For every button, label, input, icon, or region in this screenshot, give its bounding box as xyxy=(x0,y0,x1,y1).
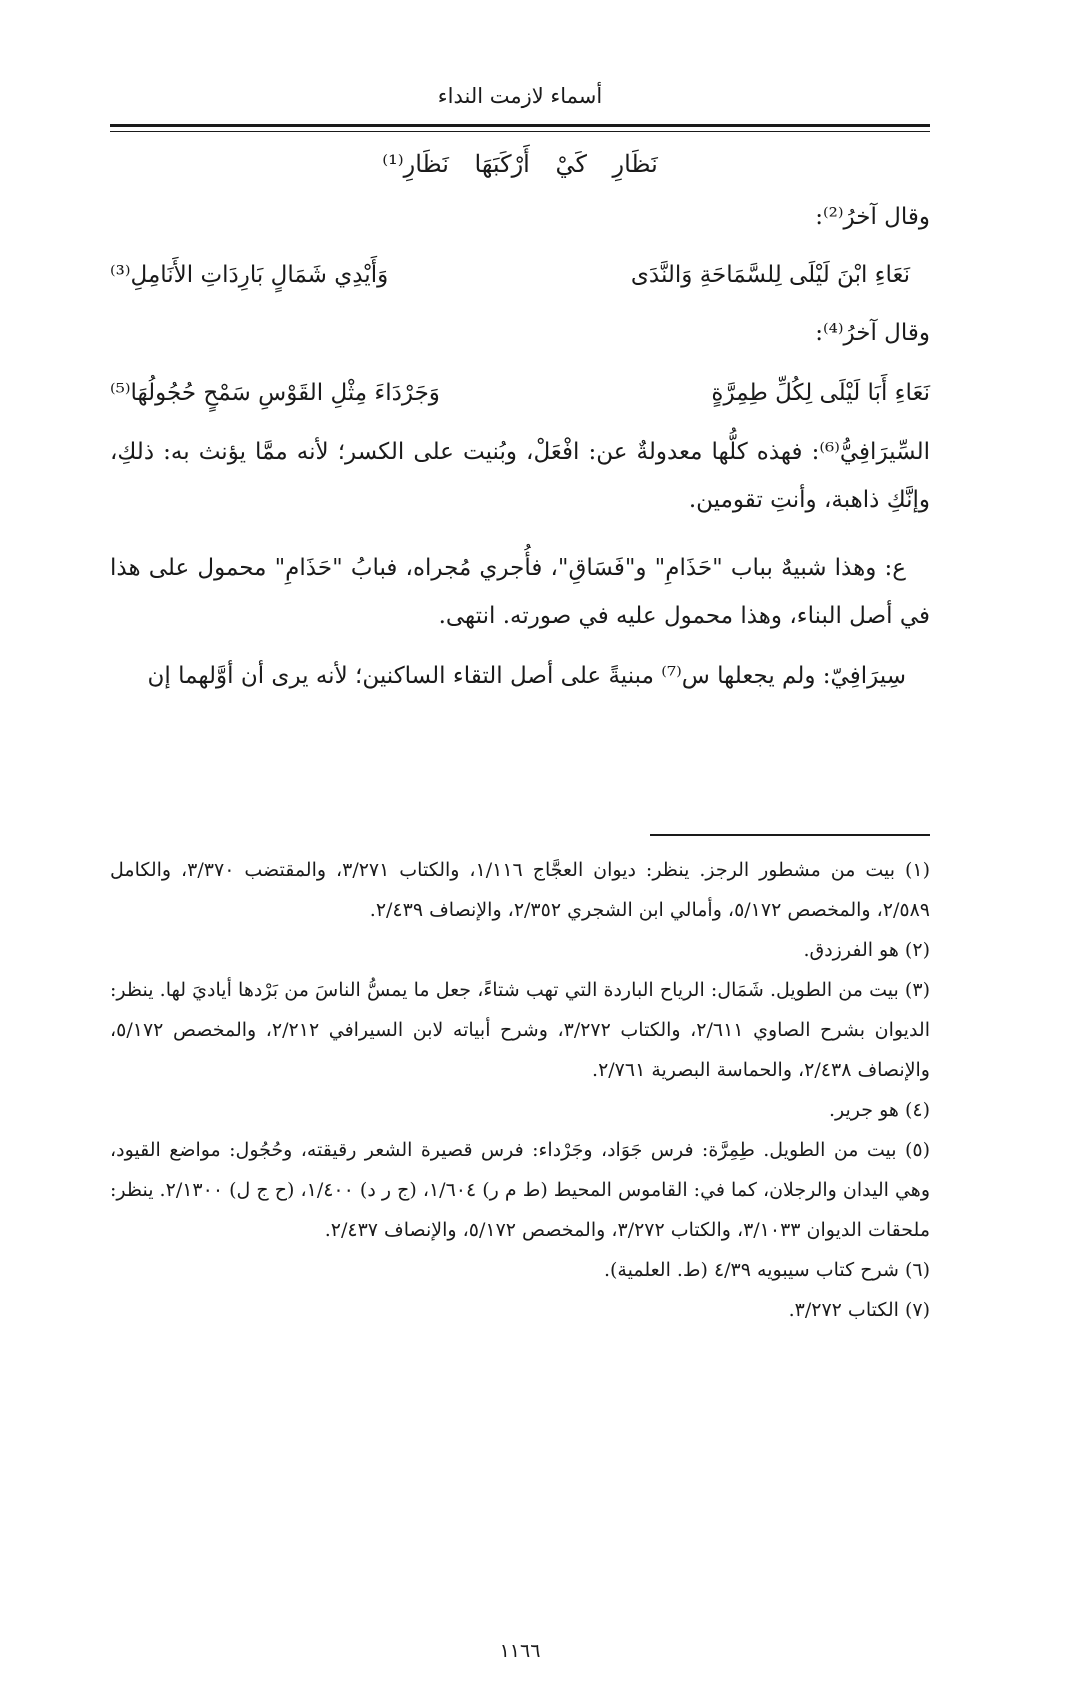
verse-2-second-hemistich: وَأَيْدِي شَمَالٍ بَارِدَاتِ الأَنَامِلِ⁽³⁾ xyxy=(110,262,389,288)
verse-2-first-hemistich: نَعَاءِ ابْنَ لَيْلَى لِلسَّمَاحَةِ وَالنَّدَى xyxy=(630,262,910,288)
footnote-7: (٧) الكتاب ٣/٢٧٢. xyxy=(788,1299,930,1321)
header-rule-thick xyxy=(110,124,930,127)
running-header: أسماء لازمت النداء xyxy=(437,84,603,108)
footnote-4: (٤) هو جرير. xyxy=(828,1099,930,1121)
intro-line-2: وقال آخرُ⁽²⁾: xyxy=(815,204,930,230)
footnote-3: (٣) بيت من الطويل. شَمَال: الرياح الباردة التي تهب شتاءً، جعل ما يمسُّ الناسَ من بَرْدها أياديَ لها. ينظر: الديوان بشرح الصاوي ٢/٦١١، والكتاب ٣/٢٧٢، وشرح أبياته لابن السيرافي ٢/٢١٢، والمخصص ٥/١٧٢، والإنصاف ٢/٤٣٨، والحماسة البصرية ٢/٧٦١. xyxy=(110,979,930,1081)
footnote-2: (٢) هو الفرزدق. xyxy=(803,939,930,961)
paragraph-comment: ع: وهذا شبيهٌ بباب "حَذَامِ" و"فَسَاقِ"، فأُجري مُجراه، فبابُ "حَذَامِ" محمول على هذا في أصل البناء، وهذا محمول عليه في صورته. انتهى. xyxy=(110,555,930,629)
verse-1: نَظَارِ كَيْ أَرْكَبَهَا نَظَارِ⁽¹⁾ xyxy=(382,150,658,178)
paragraph-sirafi-2: سِيرَافِيّ: ولم يجعلها س⁽⁷⁾ مبنيةً على أصل التقاء الساكنين؛ لأنه يرى أن أوَّلهما إن xyxy=(147,663,906,689)
book-page xyxy=(110,0,930,1698)
verse-3-first-hemistich: نَعَاءِ أَبَا لَيْلَى لِكُلِّ طِمِرَّةٍ xyxy=(711,380,930,406)
paragraph-sirafi: السِّيرَافِيُّ⁽⁶⁾: فهذه كلُّها معدولةٌ عن: افْعَلْ، وبُنيت على الكسر؛ لأنه ممَّا يؤنث به: ذلكِ، وإنَّكِ ذاهبة، وأنتِ تقومين. xyxy=(110,439,930,513)
intro-line-3: وقال آخرُ⁽⁴⁾: xyxy=(815,320,930,346)
header-rule-thin xyxy=(110,131,930,132)
footnote-5: (٥) بيت من الطويل. طِمِرَّة: فرس جَوَاد، وجَرْداء: فرس قصيرة الشعر رقيقته، وحُجُول: مواضع القيود، وهي اليدان والرجلان، كما في: القاموس المحيط (ط م ر) ١/٦٠٤، (ج ر د) ١/٤٠٠، (ح ج ل) ٢/١٣٠٠. ينظر: ملحقات الديوان ٣/١٠٣٣، والكتاب ٣/٢٧٢، والمخصص ٥/١٧٢، والإنصاف ٢/٤٣٧. xyxy=(110,1139,930,1241)
footnote-6: (٦) شرح كتاب سيبويه ٤/٣٩ (ط. العلمية). xyxy=(603,1259,930,1281)
page-number: ١١٦٦ xyxy=(499,1640,541,1662)
footnote-separator xyxy=(650,834,930,836)
footnote-1: (١) بيت من مشطور الرجز. ينظر: ديوان العجَّاج ١/١١٦، والكتاب ٣/٢٧١، والمقتضب ٣/٣٧٠، والكامل ٢/٥٨٩، والمخصص ٥/١٧٢، وأمالي ابن الشجري ٢/٣٥٢، والإنصاف ٢/٤٣٩. xyxy=(110,859,930,921)
verse-3-second-hemistich: وَجَرْدَاءَ مِثْلِ القَوْسِ سَمْحٍ حُجُولُهَا⁽⁵⁾ xyxy=(110,380,440,406)
footnotes xyxy=(110,850,930,1330)
